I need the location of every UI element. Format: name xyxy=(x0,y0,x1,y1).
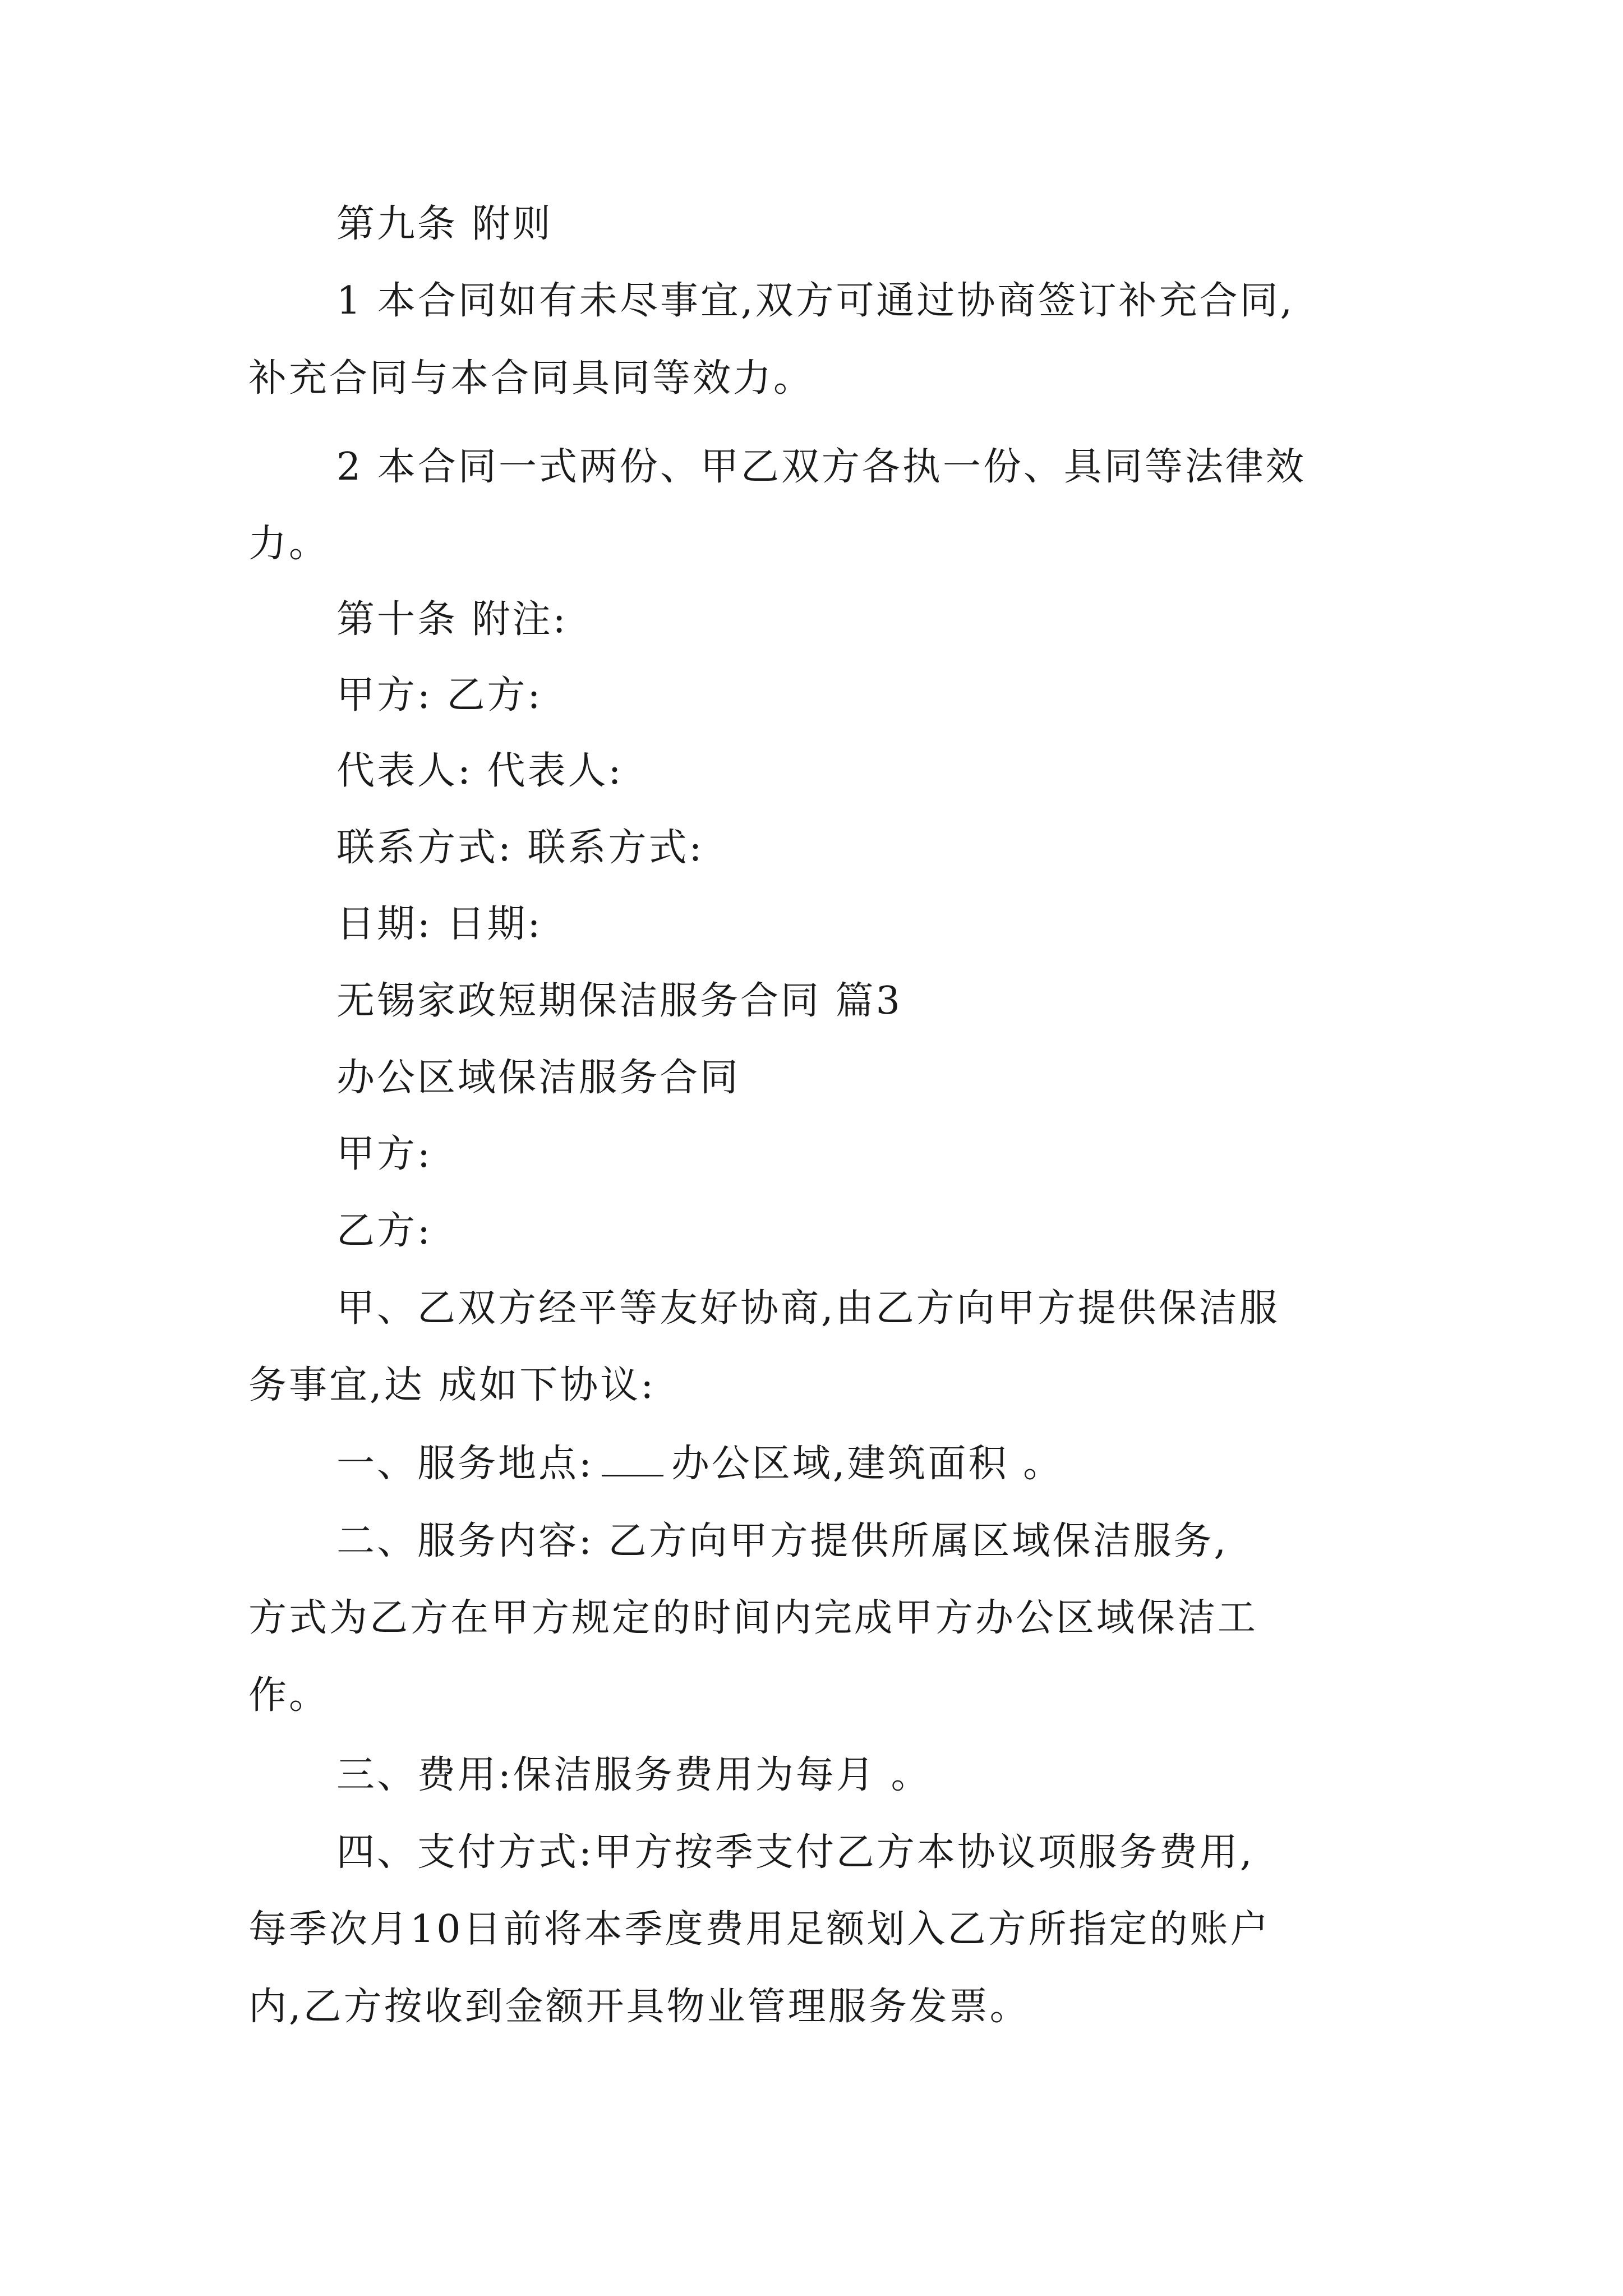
paragraph-line: 补充合同与本合同具同等效力。 xyxy=(248,356,814,401)
fee-line: 三、费用:保洁服务费用为每月 。 xyxy=(336,1753,932,1797)
blank-underline xyxy=(602,1442,663,1476)
paragraph-line: 二、服务内容: 乙方向甲方提供所属区域保洁服务, xyxy=(336,1519,1229,1563)
paragraph-line: 务事宜,达 成如下协议: xyxy=(248,1363,656,1407)
contract-title: 办公区域保洁服务合同 xyxy=(336,1056,741,1100)
party-line: 甲方: 乙方: xyxy=(336,673,543,717)
article-10-heading: 第十条 附注: xyxy=(336,597,568,642)
date-line: 日期: 日期: xyxy=(336,902,543,946)
contact-line: 联系方式: 联系方式: xyxy=(336,826,704,870)
service-location-detail: 办公区域,建筑面积 。 xyxy=(671,1442,1064,1486)
paragraph-line: 内,乙方按收到金额开具物业管理服务发票。 xyxy=(248,1985,1030,2029)
service-location-label: 一、服务地点: xyxy=(336,1442,594,1486)
paragraph-line: 2 本合同一式两份、甲乙双方各执一份、具同等法律效 xyxy=(336,445,1306,489)
paragraph-line: 四、支付方式:甲方按季支付乙方本协议项服务费用, xyxy=(336,1830,1255,1875)
service-location-line xyxy=(336,1439,1063,1489)
paragraph-line: 每季次月10日前将本季度费用足额划入乙方所指定的账户 xyxy=(248,1907,1271,1952)
paragraph-line: 力。 xyxy=(248,522,330,566)
paragraph-line: 甲、乙双方经平等友好协商,由乙方向甲方提供保洁服 xyxy=(336,1286,1280,1331)
party-b-line: 乙方: xyxy=(336,1209,432,1253)
paragraph-line: 1 本合同如有未尽事宜,双方可通过协商签订补充合同, xyxy=(336,279,1295,323)
paragraph-line: 方式为乙方在甲方规定的时间内完成甲方办公区域保洁工 xyxy=(248,1596,1258,1640)
representative-line: 代表人: 代表人: xyxy=(336,749,624,793)
article-9-heading: 第九条 附则 xyxy=(336,202,553,246)
party-a-line: 甲方: xyxy=(336,1132,432,1176)
section-title: 无锡家政短期保洁服务合同 篇3 xyxy=(336,979,902,1023)
paragraph-line: 作。 xyxy=(248,1673,330,1718)
